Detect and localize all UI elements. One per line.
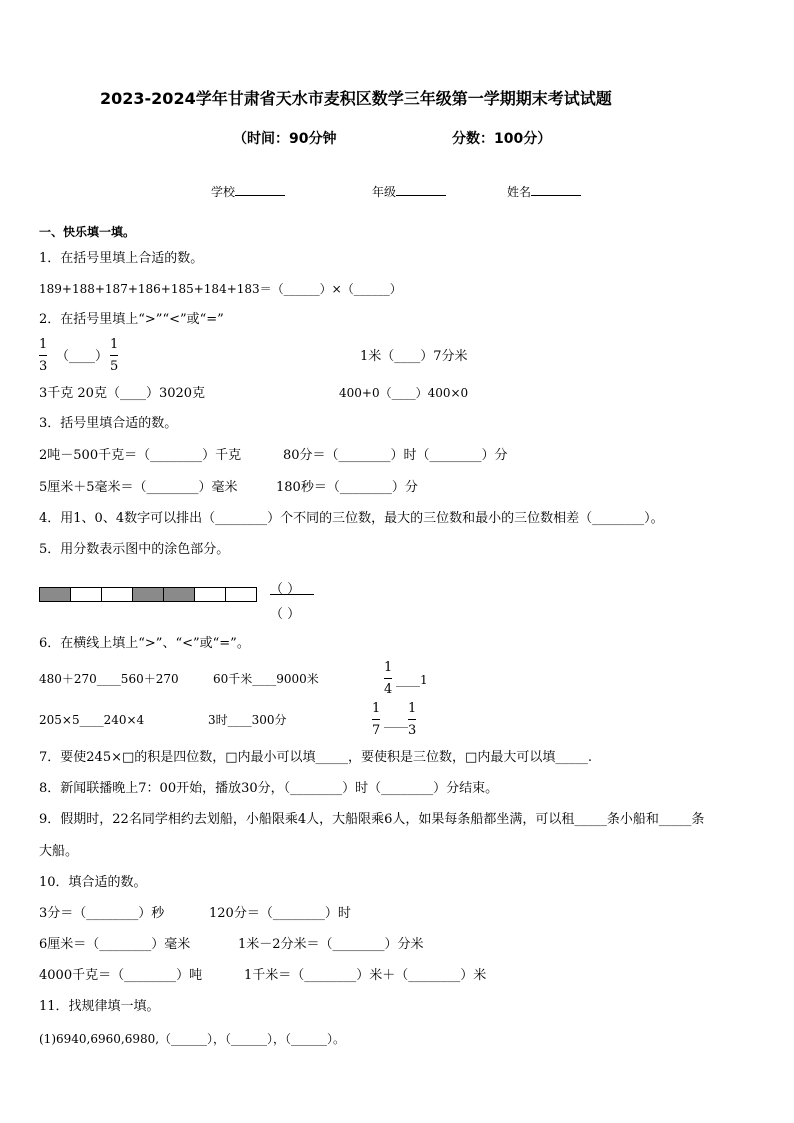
numerator: 1 <box>408 701 417 716</box>
q6-a1: 480＋270____560＋270 <box>39 672 179 686</box>
numerator: 1 <box>372 701 381 716</box>
q2-fraction-b <box>110 338 118 373</box>
numerator: 1 <box>384 660 393 675</box>
q3-line2b: 180秒＝（________）分 <box>276 480 418 495</box>
q3-line1a: 2吨－500千克＝（________）千克 <box>39 448 242 463</box>
q10-l1b: 120分＝（________）时 <box>209 906 351 921</box>
fraction-bar <box>372 719 380 720</box>
q2-blank-a[interactable]: （____） <box>56 349 109 364</box>
q6-b3-right-fraction <box>408 702 416 737</box>
q3-line1b: 80分＝（________）时（________）分 <box>283 448 508 463</box>
q10-prompt: 10．填合适的数。 <box>39 875 147 890</box>
q8-text: 8．新闻联播晚上7：00开始，播放30分，（________）时（________）分结束。 <box>39 781 499 796</box>
q4-text: 4．用1、0、4数字可以排出（________）个不同的三位数，最大的三位数和最小的三位数相差（________）。 <box>39 511 664 526</box>
q2-fraction-a <box>39 338 47 373</box>
strip-cell-shaded <box>163 587 195 602</box>
fraction-bar <box>110 355 118 356</box>
q9-line2: 大船。 <box>39 844 79 859</box>
time-label: （时间：90分钟 <box>233 131 337 147</box>
strip-cell <box>101 587 133 602</box>
q6-a3-rest: ____1 <box>396 673 428 687</box>
q7-text: 7．要使245×□的积是四位数，□内最小可以填_____，要使积是三位数，□内最大可以填_____. <box>39 750 592 765</box>
q10-l1a: 3分＝（________）秒 <box>39 906 165 921</box>
q10-l3b: 1千米＝（________）米＋（________）米 <box>244 968 487 983</box>
q10-l2a: 6厘米＝（________）毫米 <box>39 937 191 952</box>
fraction-bar <box>384 678 392 679</box>
q11-line1: (1)6940,6960,6980,（______），（______），（______）。 <box>39 1032 346 1046</box>
shaded-strip <box>40 587 257 602</box>
q2-prompt: 2．在括号里填上“>”“<”或“=” <box>39 312 224 327</box>
q6-a2: 60千米____9000米 <box>213 672 319 686</box>
q6-b3-blank[interactable]: ____ <box>384 714 408 728</box>
strip-cell <box>225 587 257 602</box>
q2-item-d: 400+0（____）400×0 <box>339 386 469 400</box>
q11-prompt: 11．找规律填一填。 <box>39 999 160 1014</box>
school-field[interactable] <box>211 183 285 198</box>
q1-prompt: 1．在括号里填上合适的数。 <box>39 251 204 266</box>
grade-blank[interactable] <box>396 183 446 196</box>
school-blank[interactable] <box>235 183 285 196</box>
score-label: 分数：100分） <box>452 131 552 147</box>
numerator-blank[interactable]: （ ） <box>270 582 301 597</box>
numerator: 1 <box>110 337 119 352</box>
q6-prompt: 6．在横线上填上“>”、“<”或“=”。 <box>39 636 250 651</box>
q9-line1: 9．假期时，22名同学相约去划船，小船限乘4人，大船限乘6人，如果每条船都坐满，可以租_____条小船和_____条 <box>39 812 705 827</box>
fraction-bar <box>39 355 47 356</box>
q6-a3-fraction <box>384 661 392 696</box>
denominator: 3 <box>408 723 417 738</box>
denominator-blank[interactable]: （ ） <box>270 607 301 622</box>
grade-field[interactable] <box>372 183 446 198</box>
name-blank[interactable] <box>531 183 581 196</box>
denominator: 5 <box>110 359 119 374</box>
name-label: 姓名 <box>507 185 532 199</box>
q2-item-b: 1米（____）7分米 <box>360 349 468 364</box>
q6-b1: 205×5____240×4 <box>39 713 145 727</box>
q2-item-c: 3千克 20克（____）3020克 <box>39 386 206 401</box>
q1-expression: 189+188+187+186+185+184+183＝（______）×（______） <box>39 282 402 296</box>
q5-prompt: 5．用分数表示图中的涂色部分。 <box>39 542 230 557</box>
fraction-bar <box>270 594 314 595</box>
page-title: 2023-2024学年甘肃省天水市麦积区数学三年级第一学期期末考试试题 <box>100 89 612 108</box>
grade-label: 年级 <box>372 185 397 199</box>
q10-l2b: 1米－2分米＝（________）分米 <box>238 937 424 952</box>
q10-l3a: 4000千克＝（________）吨 <box>39 968 203 983</box>
numerator: 1 <box>39 337 48 352</box>
strip-cell <box>70 587 102 602</box>
strip-cell <box>194 587 226 602</box>
denominator: 4 <box>384 682 393 697</box>
school-label: 学校 <box>211 185 236 199</box>
denominator: 7 <box>372 723 381 738</box>
q6-b2: 3时____300分 <box>208 713 287 727</box>
q3-line2a: 5厘米＋5毫米＝（________）毫米 <box>39 480 238 495</box>
denominator: 3 <box>39 359 48 374</box>
q3-prompt: 3．括号里填合适的数。 <box>39 416 178 431</box>
name-field[interactable] <box>507 183 581 198</box>
fraction-bar <box>408 719 416 720</box>
section-title: 一、快乐填一填。 <box>39 225 136 239</box>
strip-cell-shaded <box>132 587 164 602</box>
strip-cell-shaded <box>39 587 71 602</box>
q6-b3-left-fraction <box>372 702 380 737</box>
